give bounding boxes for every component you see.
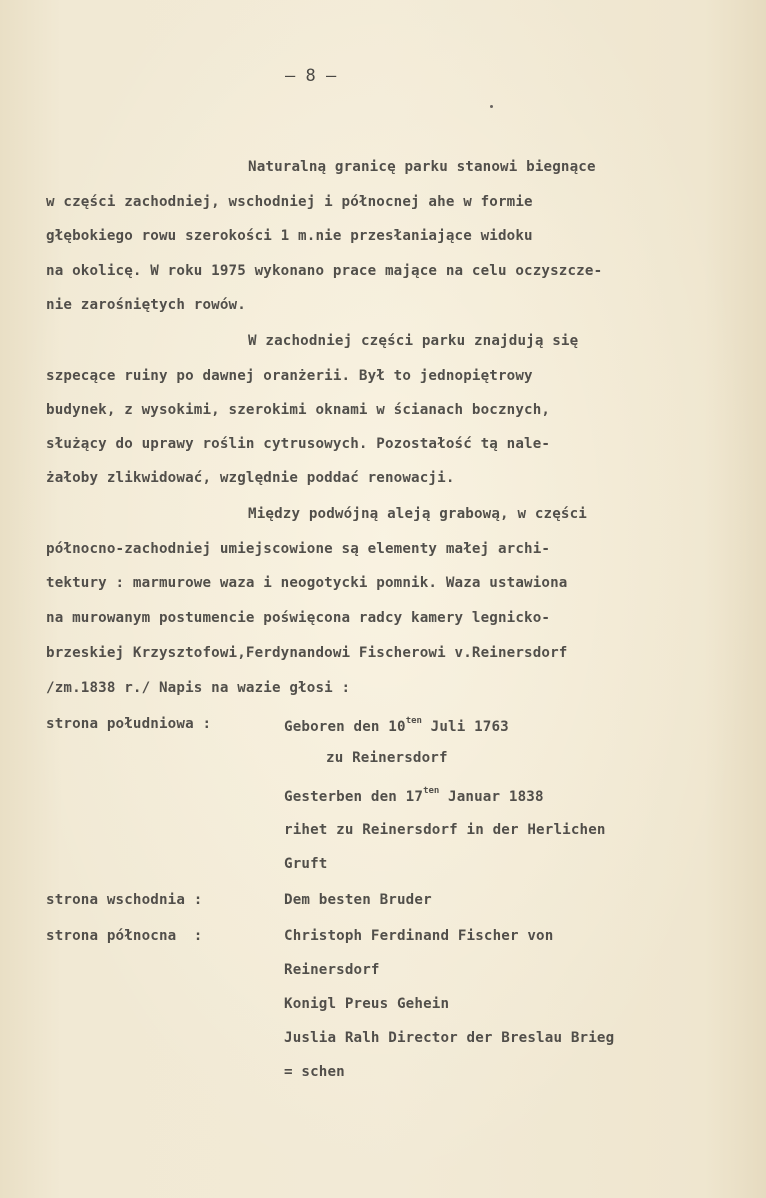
text-line: nie zarośniętych rowów. <box>46 297 246 313</box>
text-line: /zm.1838 r./ Napis na wazie głosi : <box>46 680 351 696</box>
inscription-label-east: strona wschodnia : <box>46 892 203 908</box>
inscription-line: zu Reinersdorf <box>326 750 448 766</box>
page-number: — 8 — <box>285 66 337 86</box>
text-line: służący do uprawy roślin cytrusowych. Pozostałość tą nale- <box>46 436 551 452</box>
inscription-label-south: strona południowa : <box>46 716 212 732</box>
inscription-line: Dem besten Bruder <box>284 892 432 908</box>
inscription-line: Juslia Ralh Director der Breslau Brieg <box>284 1030 615 1046</box>
text-line: szpecące ruiny po dawnej oranżerii. Był to jednopiętrowy <box>46 368 533 384</box>
inscription-label-north: strona północna : <box>46 928 203 944</box>
ink-dot <box>490 105 493 108</box>
inscription-line: Christoph Ferdinand Fischer von <box>284 928 554 944</box>
text-line: na okolicę. W roku 1975 wykonano prace mające na celu oczyszcze- <box>46 263 603 279</box>
text-line: tektury : marmurowe waza i neogotycki pomnik. Waza ustawiona <box>46 575 568 591</box>
inscription-line: = schen <box>284 1064 345 1080</box>
inscription-line: rihet zu Reinersdorf in der Herlichen <box>284 822 606 838</box>
text-line: Naturalną granicę parku stanowi biegnące <box>248 159 596 175</box>
inscription-line: Konigl Preus Gehein <box>284 996 450 1012</box>
inscription-line: Reinersdorf <box>284 962 380 978</box>
inscription-line: Gesterben den $17^{ten}$ Januar 1838 <box>284 786 544 805</box>
text-line: Między podwójną aleją grabową, w części <box>248 506 587 522</box>
text-line: na murowanym postumencie poświęcona radcy kamery legnicko- <box>46 610 551 626</box>
inscription-line: Geboren den $10^{ten}$ Juli 1763 <box>284 716 509 735</box>
text-line: żałoby zlikwidować, względnie poddać renowacji. <box>46 470 455 486</box>
text-line: budynek, z wysokimi, szerokimi oknami w ścianach bocznych, <box>46 402 551 418</box>
text-line: W zachodniej części parku znajdują się <box>248 333 579 349</box>
text-line: brzeskiej Krzysztofowi,Ferdynandowi Fischerowi v.Reinersdorf <box>46 645 568 661</box>
text-line: głębokiego rowu szerokości 1 m.nie przesłaniające widoku <box>46 228 533 244</box>
inscription-line: Gruft <box>284 856 328 872</box>
text-line: w części zachodniej, wschodniej i północnej ahe w formie <box>46 194 533 210</box>
text-line: północno-zachodniej umiejscowione są elementy małej archi- <box>46 541 551 557</box>
